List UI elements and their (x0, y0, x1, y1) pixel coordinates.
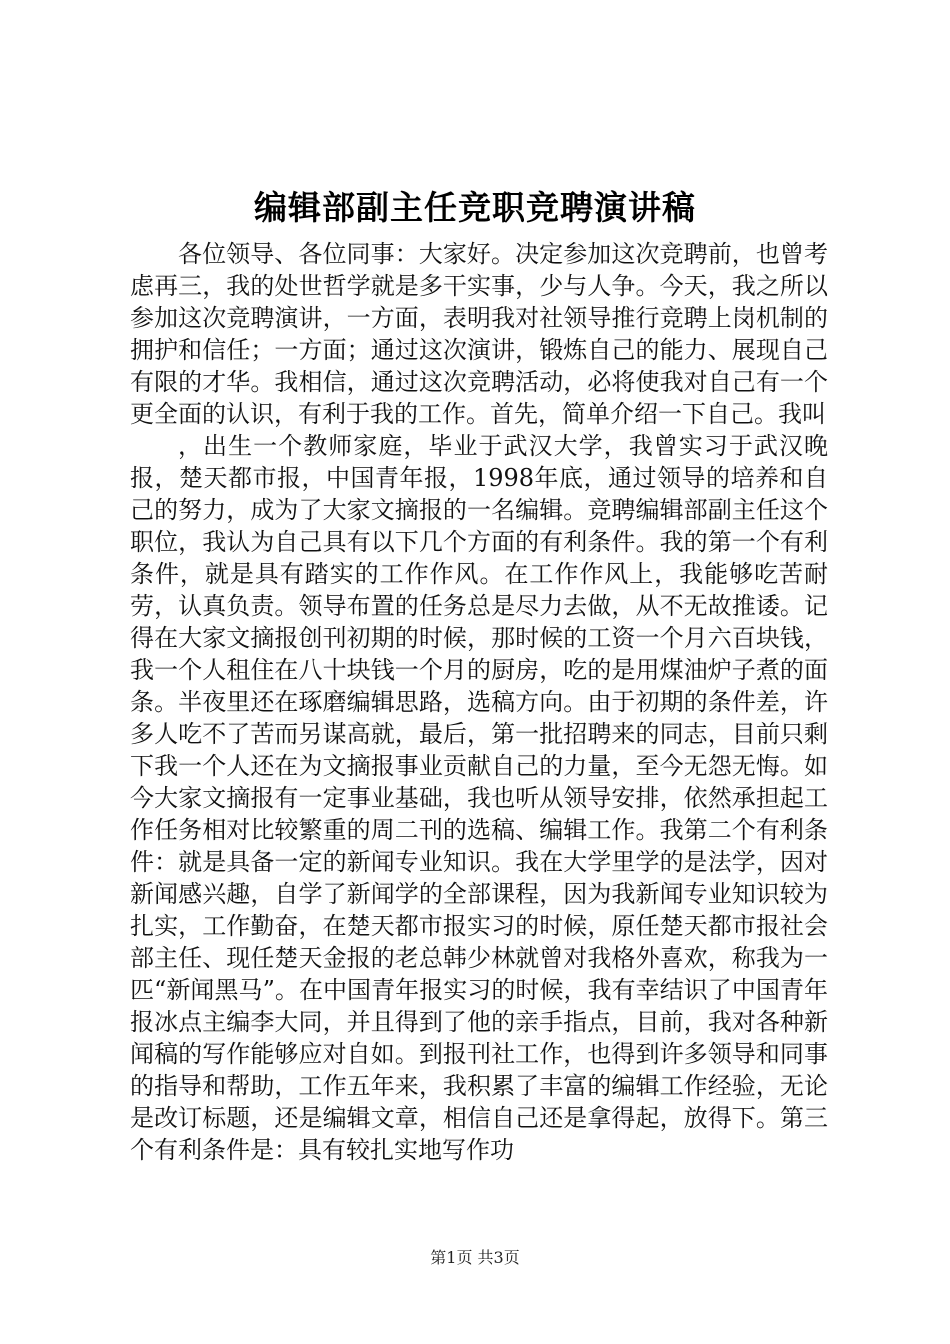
document-body (130, 238, 828, 1166)
page-footer: 第1页 共3页 (430, 1248, 520, 1267)
document-title: 编辑部副主任竞职竞聘演讲稿 (254, 188, 696, 227)
paragraph-intro: 各位领导、各位同事：大家好。决定参加这次竞聘前，也曾考虑再三，我的处世哲学就是多干实事，少与人争。今天，我之所以参加这次竞聘演讲，一方面，表明我对社领导推行竞聘上岗机制的拥护和信任；一方面；通过这次演讲，锻炼自己的能力、展现自己有限的才华。我相信，通过这次竞聘活动，必将使我对自己有一个更全面的认识，有利于我的工作。首先，简单介绍一下自己。我叫 (130, 240, 828, 428)
paragraph-main: ，出生一个教师家庭，毕业于武汉大学，我曾实习于武汉晚报，楚天都市报，中国青年报，1998年底，通过领导的培养和自己的努力，成为了大家文摘报的一名编辑。竞聘编辑部副主任这个职位，我认为自己具有以下几个方面的有利条件。我的第一个有利条件，就是具有踏实的工作作风。在工作作风上，我能够吃苦耐劳，认真负责。领导布置的任务总是尽力去做，从不无故推诿。记得在大家文摘报创刊初期的时候，那时候的工资一个月六百块钱，我一个人租住在八十块钱一个月的厨房，吃的是用煤油炉子煮的面条。半夜里还在琢磨编辑思路，选稿方向。由于初期的条件差，许多人吃不了苦而另谋高就，最后，第一批招聘来的同志，目前只剩下我一个人还在为文摘报事业贡献自己的力量，至今无怨无悔。如今大家文摘报有一定事业基础，我也听从领导安排，依然承担起工作任务相对比较繁重的周二刊的选稿、编辑工作。我第二个有利条件：就是具备一定的新闻专业知识。我在大学里学的是法学，因对新闻感兴趣，自学了新闻学的全部课程，因为我新闻专业知识较为扎实，工作勤奋，在楚天都市报实习的时候，原任楚天都市报社会部主任、现任楚天金报的老总韩少林就曾对我格外喜欢，称我为一匹“新闻黑马”。在中国青年报实习的时候，我有幸结识了中国青年报冰点主编李大同，并且得到了他的亲手指点，目前，我对各种新闻稿的写作能够应对自如。到报刊社工作，也得到许多领导和同事的指导和帮助，工作五年来，我积累了丰富的编辑工作经验，无论是改订标题，还是编辑文章，相信自己还是拿得起，放得下。第三个有利条件是：具有较扎实地写作功 (130, 432, 828, 1164)
